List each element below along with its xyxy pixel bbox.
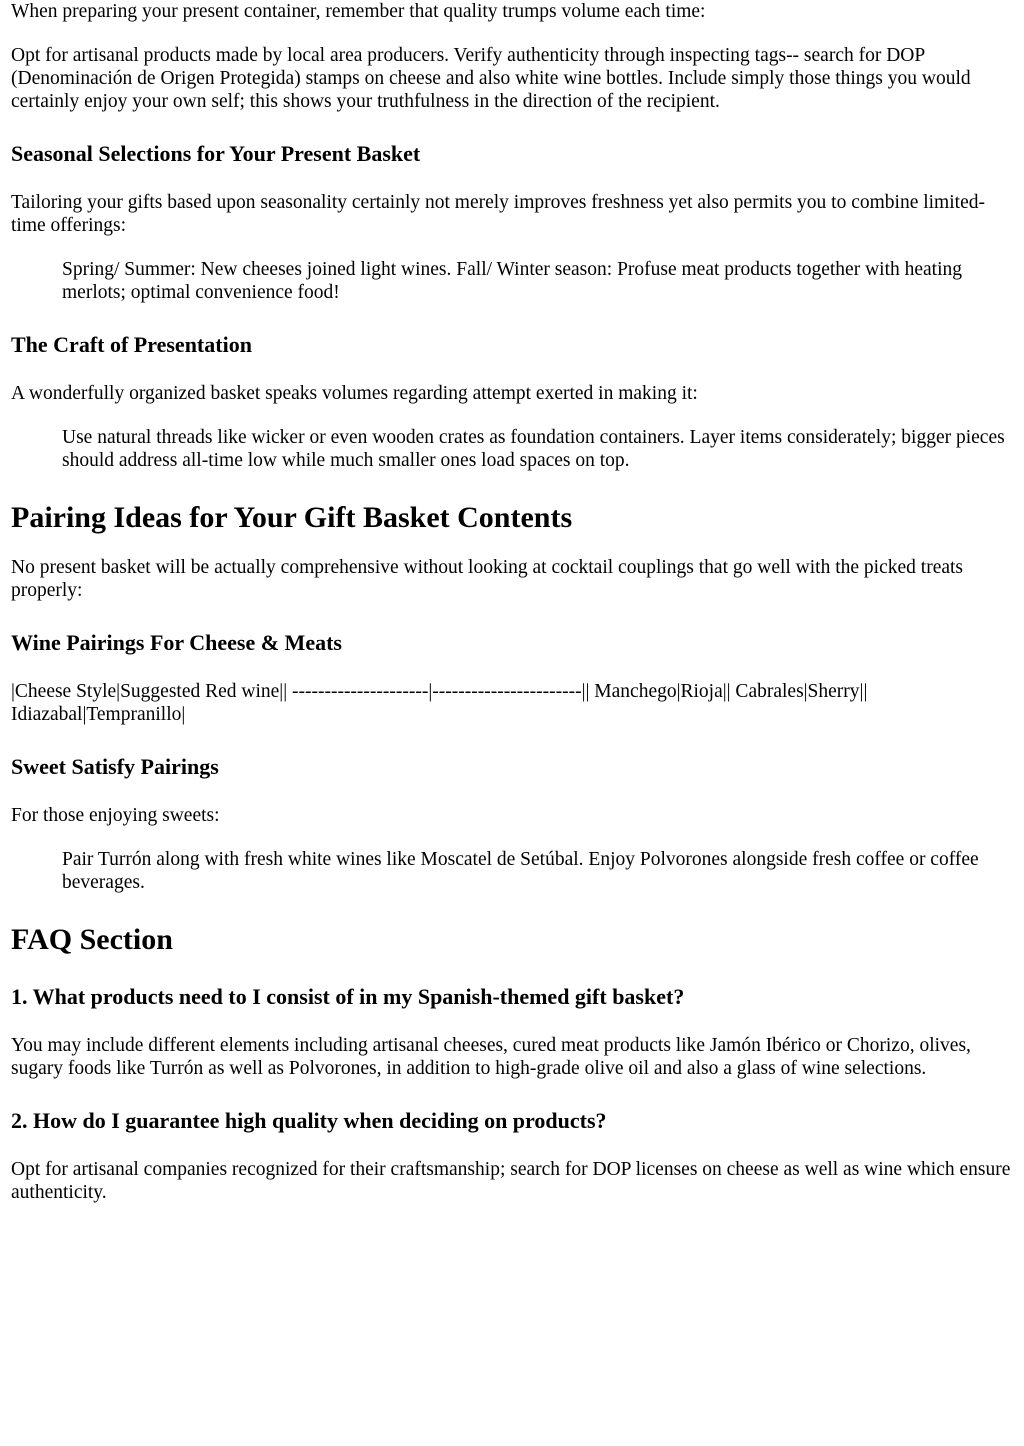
- faq-heading: FAQ Section: [11, 923, 173, 956]
- faq-question-1: 1. What products need to I consist of in my Spanish-themed gift basket?: [11, 984, 685, 1009]
- sweet-quote: Pair Turrón along with fresh white wines like Moscatel de Setúbal. Enjoy Polvorones alongside fresh coffee or coffee beverages.: [62, 849, 979, 893]
- presentation-quote: Use natural threads like wicker or even wooden crates as foundation containers. Layer items considerately; bigger pieces should address all-time low while much smaller ones load spaces on top.: [62, 427, 1005, 471]
- faq-answer-2: Opt for artisanal companies recognized for their craftsmanship; search for DOP licenses on cheese as well as wine which ensure authenticity.: [11, 1159, 1011, 1203]
- presentation-heading: The Craft of Presentation: [11, 332, 252, 357]
- seasonal-quote: Spring/ Summer: New cheeses joined light wines. Fall/ Winter season: Profuse meat products together with heating merlots; optimal convenience food!: [62, 259, 963, 303]
- presentation-paragraph: A wonderfully organized basket speaks volumes regarding attempt exerted in making it:: [11, 383, 698, 404]
- intro-paragraph: Opt for artisanal products made by local area producers. Verify authenticity through inspecting tags-- search for DOP (Denominación de Origen Protegida) stamps on cheese and also white wine bottles. Include simply those things you would certainly enjoy your own self; this shows your truthfulness in the direction of the recipient.: [11, 45, 971, 112]
- sweet-paragraph: For those enjoying sweets:: [11, 805, 220, 826]
- sweet-heading: Sweet Satisfy Pairings: [11, 754, 219, 779]
- intro-line: When preparing your present container, remember that quality trumps volume each time:: [11, 1, 706, 22]
- faq-answer-1: You may include different elements including artisanal cheeses, cured meat products like Jamón Ibérico or Chorizo, olives, sugary foods like Turrón as well as Polvorones, in addition to high-grade olive oil and also a glass of wine selections.: [11, 1035, 971, 1079]
- pairing-heading: Pairing Ideas for Your Gift Basket Contents: [11, 501, 573, 534]
- seasonal-paragraph: Tailoring your gifts based upon seasonality certainly not merely improves freshness yet also permits you to combine limited-time offerings:: [11, 192, 985, 236]
- pairing-paragraph: No present basket will be actually comprehensive without looking at cocktail couplings that go well with the picked treats properly:: [11, 557, 964, 601]
- seasonal-heading: Seasonal Selections for Your Present Basket: [11, 141, 421, 166]
- wine-heading: Wine Pairings For Cheese & Meats: [11, 630, 342, 655]
- faq-question-2: 2. How do I guarantee high quality when deciding on products?: [11, 1108, 607, 1133]
- wine-table-text: |Cheese Style|Suggested Red wine|| ---------------------|-----------------------|| Manchego|Rioja|| Cabrales|Sherry|| Idiazabal|Tempranillo|: [11, 681, 868, 725]
